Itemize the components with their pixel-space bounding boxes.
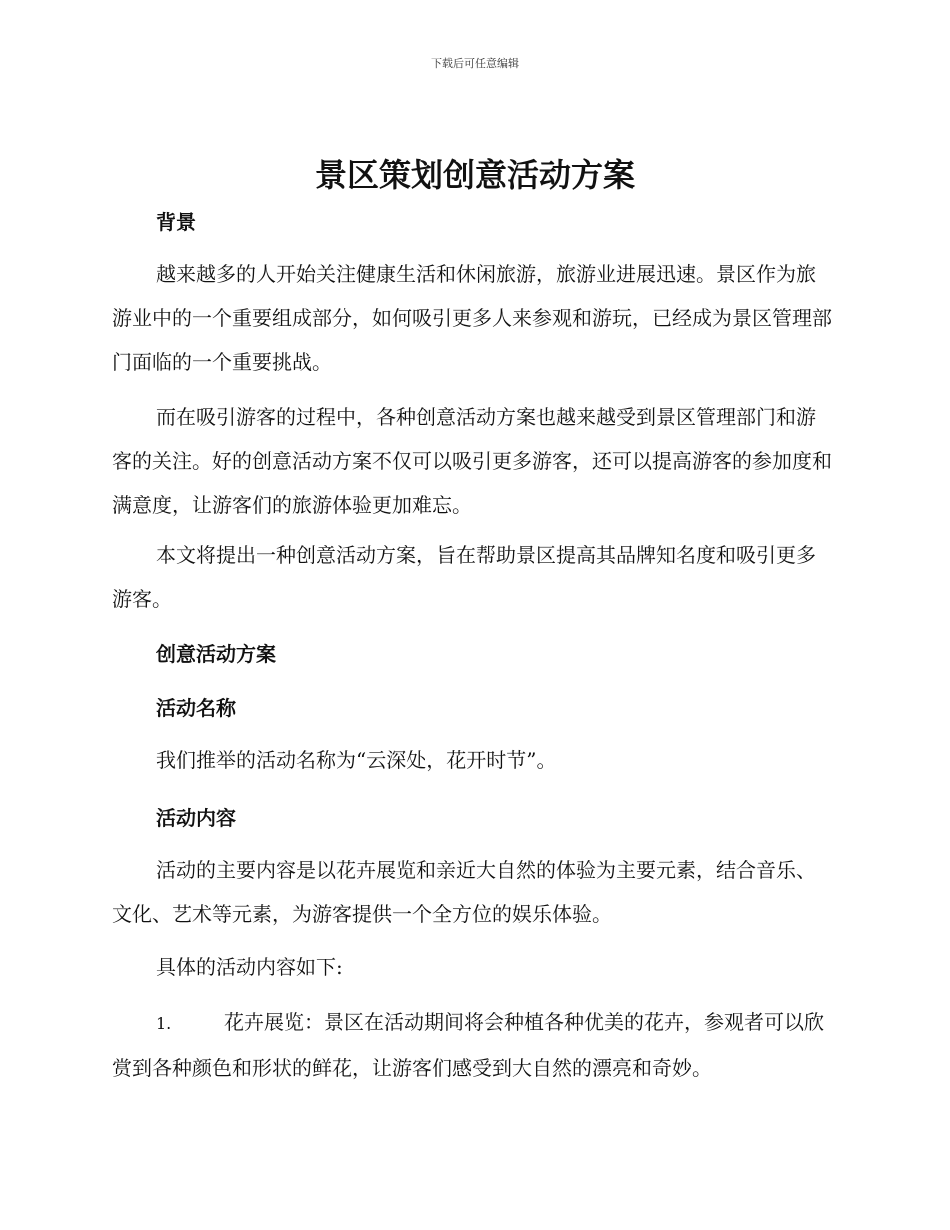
section-heading-background: 背景 [156,210,196,234]
paragraph-background-3: 本文将提出一种创意活动方案，旨在帮助景区提高其品牌知名度和吸引更多游客。 [112,543,816,611]
paragraph-background-1: 越来越多的人开始关注健康生活和休闲旅游，旅游业进展迅速。景区作为旅游业中的一个重要组成部分，如何吸引更多人来参观和游玩，已经成为景区管理部门面临的一个重要挑战。 [112,262,832,374]
page-header-note: 下载后可任意编辑 [431,57,519,70]
list-item-text: 花卉展览：景区在活动期间将会种植各种优美的花卉，参观者可以欣赏到各种颜色和形状的鲜花，让游客们感受到大自然的漂亮和奇妙。 [112,1010,824,1080]
list-item [112,1000,832,1090]
paragraph-activity-name: 我们推举的活动名称为“云深处，花开时节”。 [156,748,557,772]
list-item-number: 1. [156,1014,172,1033]
section-heading-activity-name: 活动名称 [156,696,236,720]
section-heading-plan: 创意活动方案 [156,642,276,666]
document-title: 景区策划创意活动方案 [314,156,635,194]
paragraph-background-2: 而在吸引游客的过程中，各种创意活动方案也越来越受到景区管理部门和游客的关注。好的创意活动方案不仅可以吸引更多游客，还可以提高游客的参加度和满意度，让游客们的旅游体验更加难忘。 [112,405,832,517]
paragraph-activity-content-2: 具体的活动内容如下: [156,955,343,979]
section-heading-activity-content: 活动内容 [156,806,236,830]
paragraph-activity-content-1: 活动的主要内容是以花卉展览和亲近大自然的体验为主要元素，结合音乐、文化、艺术等元素，为游客提供一个全方位的娱乐体验。 [112,858,816,926]
